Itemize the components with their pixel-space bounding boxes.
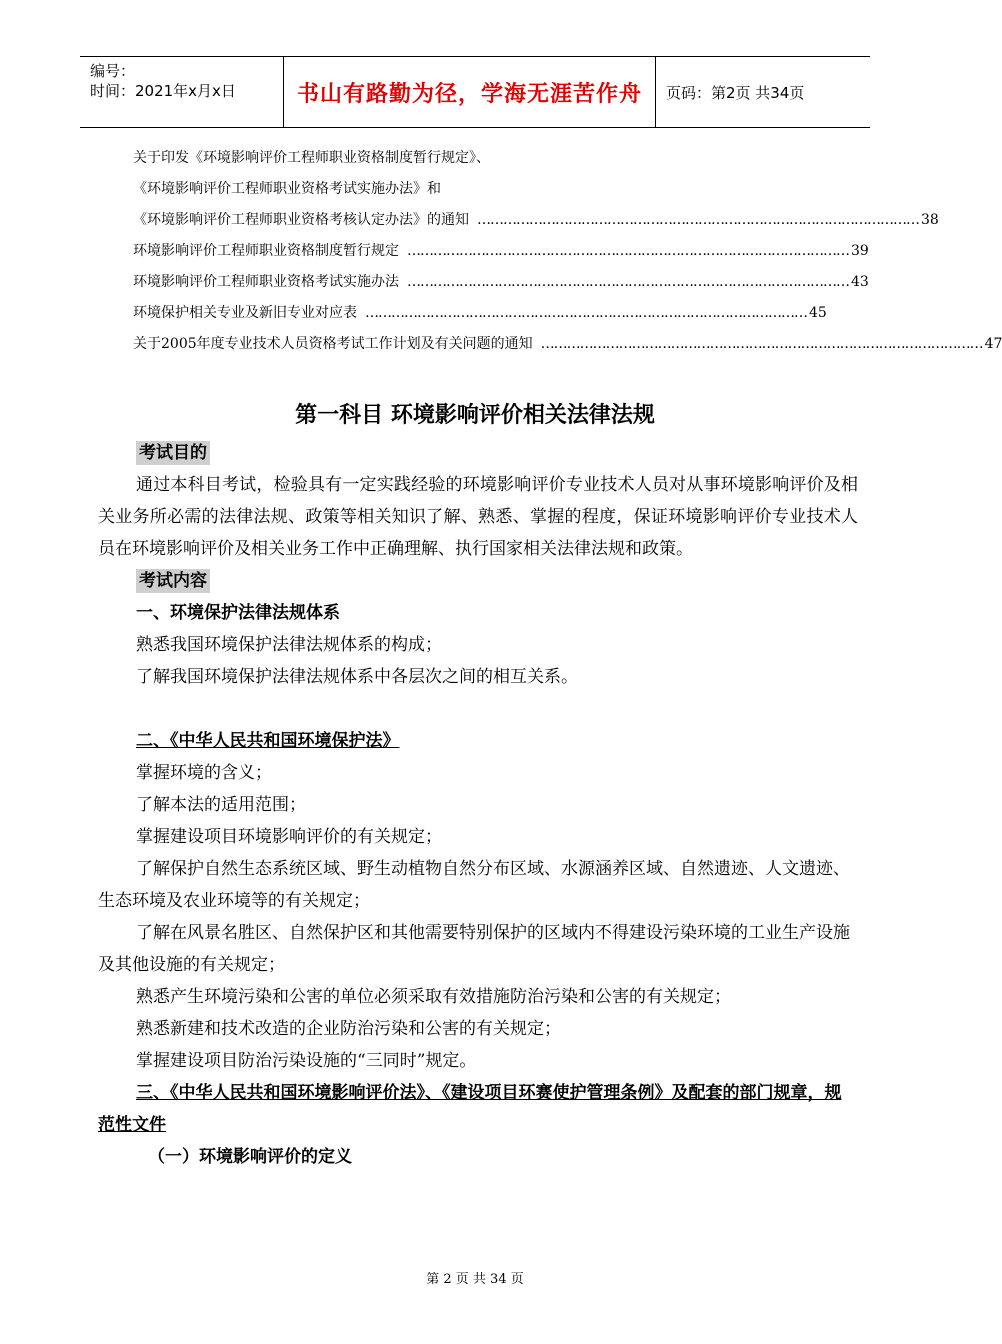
toc-entry-page: 47	[984, 336, 1002, 352]
toc-leader-dots: …………………………………………………………………………………………	[407, 274, 849, 290]
section-2-item: 了解本法的适用范围；	[136, 795, 306, 815]
section-2-item: 掌握建设项目防治污染设施的“三同时”规定。	[136, 1051, 477, 1071]
section-3-heading: 三、《中华人民共和国环境影响评价法》、《建设项目环赛使护管理条例》及配套的部门规章，规范性文件	[98, 1083, 842, 1135]
section-2-item: 掌握建设项目环境影响评价的有关规定；	[136, 827, 442, 847]
number-label: 编号：	[90, 62, 136, 80]
header-meta	[80, 57, 284, 127]
section-2-item: 了解保护自然生态系统区域、野生动植物自然分布区域、水源涵养区域、自然遗迹、人文遗迹、生态环境及农业环境等的有关规定；	[98, 859, 850, 911]
exam-purpose-text: 通过本科目考试，检验具有一定实践经验的环境影响评价专业技术人员对从事环境影响评价及相关业务所必需的法律法规、政策等相关知识了解、熟悉、掌握的程度，保证环境影响评价专业技术人员在环境影响评价及相关业务工作中正确理解、执行国家相关法律法规和政策。	[98, 475, 858, 559]
toc-entry-title: 《环境影响评价工程师职业资格考试实施办法》和	[133, 181, 441, 197]
section-2-item: 了解在风景名胜区、自然保护区和其他需要特别保护的区域内不得建设污染环境的工业生产设施及其他设施的有关规定；	[98, 923, 850, 975]
page-header	[80, 56, 870, 128]
section-title: 第一科目 环境影响评价相关法律法规	[295, 403, 655, 428]
toc-entry[interactable]	[133, 271, 869, 302]
toc-entry-title: 关于印发《环境影响评价工程师职业资格制度暂行规定》、	[133, 150, 490, 166]
toc-entry-page: 38	[921, 212, 939, 228]
section-3-subheading: （一）环境影响评价的定义	[148, 1147, 352, 1167]
toc-entry-title: 环境影响评价工程师职业资格考试实施办法	[133, 274, 399, 290]
section-2-item: 掌握环境的含义；	[136, 763, 272, 783]
toc-leader-dots: …………………………………………………………………………………………	[365, 305, 807, 321]
section-1-item: 熟悉我国环境保护法律法规体系的构成；	[136, 635, 442, 655]
toc-entry[interactable]	[133, 240, 869, 271]
toc-entry[interactable]	[133, 333, 1002, 364]
toc-entry	[133, 147, 803, 178]
toc-entry-title: 关于2005年度专业技术人员资格考试工作计划及有关问题的通知	[133, 336, 533, 352]
section-2-item: 熟悉产生环境污染和公害的单位必须采取有效措施防治污染和公害的有关规定；	[136, 987, 731, 1007]
section-1-item: 了解我国环境保护法律法规体系中各层次之间的相互关系。	[136, 667, 578, 687]
header-page-label: 页码：第2页 共34页	[666, 83, 805, 102]
toc-entry-title: 环境影响评价工程师职业资格制度暂行规定	[133, 243, 399, 259]
table-of-contents	[133, 147, 1002, 364]
page-footer: 第 2 页 共 34 页	[426, 1272, 524, 1287]
toc-entry[interactable]	[133, 209, 939, 240]
document-body	[98, 437, 858, 1173]
toc-entry-page: 45	[809, 305, 827, 321]
toc-entry[interactable]	[133, 302, 827, 333]
toc-leader-dots: …………………………………………………………………………………………	[477, 212, 919, 228]
toc-leader-dots: …………………………………………………………………………………………	[540, 336, 983, 352]
header-motto: 书山有路勤为径，学海无涯苦作舟	[284, 57, 656, 127]
exam-purpose-tag: 考试目的	[136, 441, 210, 465]
toc-entry	[133, 178, 803, 209]
exam-content-tag: 考试内容	[136, 569, 210, 593]
toc-entry-page: 43	[851, 274, 869, 290]
toc-entry-page: 39	[851, 243, 869, 259]
section-1-heading: 一、环境保护法律法规体系	[136, 603, 340, 623]
toc-leader-dots: …………………………………………………………………………………………	[407, 243, 849, 259]
time-label: 时间：2021年x月x日	[90, 82, 236, 100]
section-2-item: 熟悉新建和技术改造的企业防治污染和公害的有关规定；	[136, 1019, 561, 1039]
toc-entry-title: 环境保护相关专业及新旧专业对应表	[133, 305, 357, 321]
section-2-heading: 二、《中华人民共和国环境保护法》	[136, 731, 400, 751]
toc-entry-title: 《环境影响评价工程师职业资格考核认定办法》的通知	[133, 212, 469, 228]
